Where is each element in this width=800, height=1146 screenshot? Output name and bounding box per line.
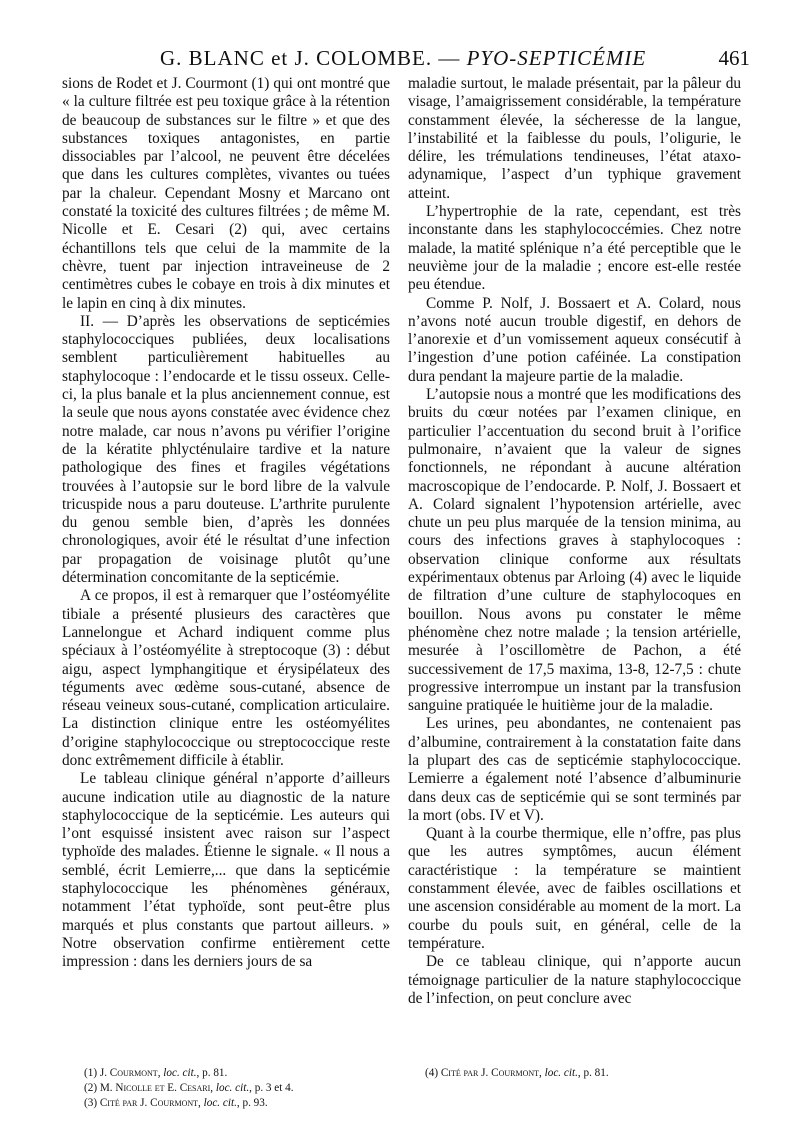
footnote-ref: loc. cit. xyxy=(215,1082,250,1094)
paragraph: Les urines, peu abondantes, ne contenaient pas d’albumine, contrairement à la constatation faite dans la plupart des cas de septicémie staphylococcique. Lemierre a également noté l’absence d’albuminurie dans deux cas de septicémie qui se sont terminés par la mort (obs. IV et V). xyxy=(408,715,741,824)
footnotes-right xyxy=(425,1066,725,1081)
paragraph: L’hypertrophie de la rate, cependant, est très inconstante dans les staphylococcémies. Chez notre malade, la matité splénique n’a été perceptible que le neuvième jour de la maladie ; encore est-elle restée peu étendue. xyxy=(408,203,741,294)
footnote-separator: , xyxy=(210,1082,216,1094)
footnote xyxy=(425,1066,725,1081)
footnote-pages: , p. 3 et 4. xyxy=(249,1082,294,1094)
footnote-author: Cité par J. Courmont xyxy=(440,1067,540,1079)
paragraph: II. — D’après les observations de septicémies staphylococciques publiées, deux localisations semblent particulièrement habituelles au staphylocoque : l’endocarde et le tissu osseux. Celle-ci, la plus banale et la plus anciennement connue, est la seule que nous ayons constatée avec évidence chez notre malade, car nous n’avons pu vérifier l’origine de la kératite phlycténulaire tardive et la nature pathologique des fines et fragiles végétations trouvées à l’autopsie sur le bord libre de la valvule tricuspide nous a paru douteuse. L’arthrite purulente du genou semble bien, d’après les données chronologiques, avoir été le résultat d’une infection par propagation de voisinage plutôt qu’une détermination concomitante de la septicémie. xyxy=(62,312,390,587)
footnote-number: (3) xyxy=(84,1097,100,1109)
paragraph: Comme P. Nolf, J. Bossaert et A. Colard, nous n’avons noté aucun trouble digestif, en dehors de l’anorexie et d’un vomissement aqueux consécutif à l’ingestion d’une potion caféinée. La constipation dura pendant la majeure partie de la maladie. xyxy=(408,294,741,385)
footnote-pages: , p. 81. xyxy=(196,1067,228,1079)
footnotes-left xyxy=(84,1066,384,1111)
footnote-pages: , p. 93. xyxy=(236,1097,268,1109)
footnote-ref: loc. cit. xyxy=(163,1067,197,1079)
footnote-separator: , xyxy=(539,1067,545,1079)
footnote-pages: , p. 81. xyxy=(577,1067,609,1079)
paragraph: sions de Rodet et J. Courmont (1) qui ont montré que « la culture filtrée est peu toxique grâce à la rétention de beaucoup de substances sur le filtre » et que des substances toxiques antagonistes, en partie dissociables par l’alcool, ne peuvent être décelées que dans les cultures complètes, vivantes ou tuées par la chaleur. Cependant Mosny et Marcano ont constaté la toxicité des cultures filtrées ; de même M. Nicolle et E. Cesari (2) qui, avec certains échantillons tels que celui de la mammite de la chèvre, tuent par injection intraveineuse de 2 centimètres cubes le cobaye en trois à dix minutes et le lapin en cinq à dix minutes. xyxy=(62,75,390,312)
footnote-number: (4) xyxy=(425,1067,441,1079)
right-column xyxy=(408,75,741,1008)
footnote-author: M. Nicolle et E. Cesari xyxy=(99,1082,211,1094)
paragraph: L’autopsie nous a montré que les modifications des bruits du cœur notées par l’examen clinique, en particulier l’accentuation du second bruit à l’orifice pulmonaire, n’avaient que la valeur de signes fonctionnels, ne répondant à aucune altération macroscopique de l’endocarde. P. Nolf, J. Bossaert et A. Colard signalent l’hypotension artérielle, avec chute un peu plus marquée de la tension minima, au cours des infections graves à staphylocoques : observation clinique conforme aux résultats expérimentaux obtenus par Arloing (4) avec le liquide de filtration d’une culture de staphylocoques en bouillon. Nous avons pu constater le même phénomène chez notre malade ; la tension artérielle, mesurée à l’oscillomètre de Pachon, a été successivement de 17,5 maxima, 13-8, 12-7,5 : chute progressive interrompue un instant par la transfusion sanguine pratiquée le huitième jour de la maladie. xyxy=(408,386,741,715)
footnote-ref: loc. cit. xyxy=(203,1097,237,1109)
title-subject: PYO-SEPTICÉMIE xyxy=(466,46,647,70)
title-authors: G. BLANC et J. COLOMBE. — xyxy=(160,46,467,70)
footnote-author: Cité par J. Courmont xyxy=(99,1097,199,1109)
left-column xyxy=(62,75,390,972)
page-number: 461 xyxy=(718,46,750,70)
running-title xyxy=(160,46,646,71)
paragraph: Quant à la courbe thermique, elle n’offre, pas plus que les autres symptômes, aucun élément caractéristique : la température se maintient constamment élevée, avec de faibles oscillations et une ascension considérable au moment de la mort. La courbe du pouls suit, en général, celle de la température. xyxy=(408,825,741,952)
paragraph: maladie surtout, le malade présentait, par la pâleur du visage, l’amaigrissement considérable, la température constamment élevée, la sécheresse de la langue, l’instabilité et la faiblesse du pouls, l’oligurie, le délire, les trémulations tendineuses, l’état ataxo-adynamique, l’aspect d’un typhique gravement atteint. xyxy=(408,75,741,202)
footnote xyxy=(84,1096,384,1111)
footnote-ref: loc. cit. xyxy=(544,1067,578,1079)
footnote-separator: , xyxy=(157,1067,164,1079)
footnote-separator: , xyxy=(198,1097,204,1109)
footnote-number: (1) xyxy=(84,1067,100,1079)
paragraph: De ce tableau clinique, qui n’apporte aucun témoignage particulier de la nature staphylococcique de l’infection, on peut conclure avec xyxy=(408,953,741,1007)
paragraph: Le tableau clinique général n’apporte d’ailleurs aucune indication utile au diagnostic de la nature staphylococcique de la septicémie. Les auteurs qui l’ont esquissé insistent avec raison sur l’aspect typhoïde des malades. Étienne le signale. « Il nous a semblé, écrit Lemierre,... que dans la septicémie staphylococcique les phénomènes généraux, notamment l’état typhoïde, sont peut-être plus marqués et plus constants que partout ailleurs. » Notre observation confirme entièrement cette impression : dans les derniers jours de sa xyxy=(62,770,390,971)
footnote xyxy=(84,1066,384,1081)
paragraph: A ce propos, il est à remarquer que l’ostéomyélite tibiale a présenté plusieurs des caractères que Lannelongue et Achard indiquent comme plus spéciaux à l’ostéomyélite à streptocoque (3) : début aigu, aspect lymphangitique et érysipélateux des téguments avec œdème sous-cutané, absence de réseau veineux sous-cutané, complication articulaire. La distinction clinique entre les ostéomyélites d’origine staphylococcique ou streptococcique reste donc extrêmement difficile à établir. xyxy=(62,587,390,769)
footnote-number: (2) xyxy=(84,1082,100,1094)
footnote xyxy=(84,1081,384,1096)
footnote-author: J. Courmont xyxy=(99,1067,158,1079)
